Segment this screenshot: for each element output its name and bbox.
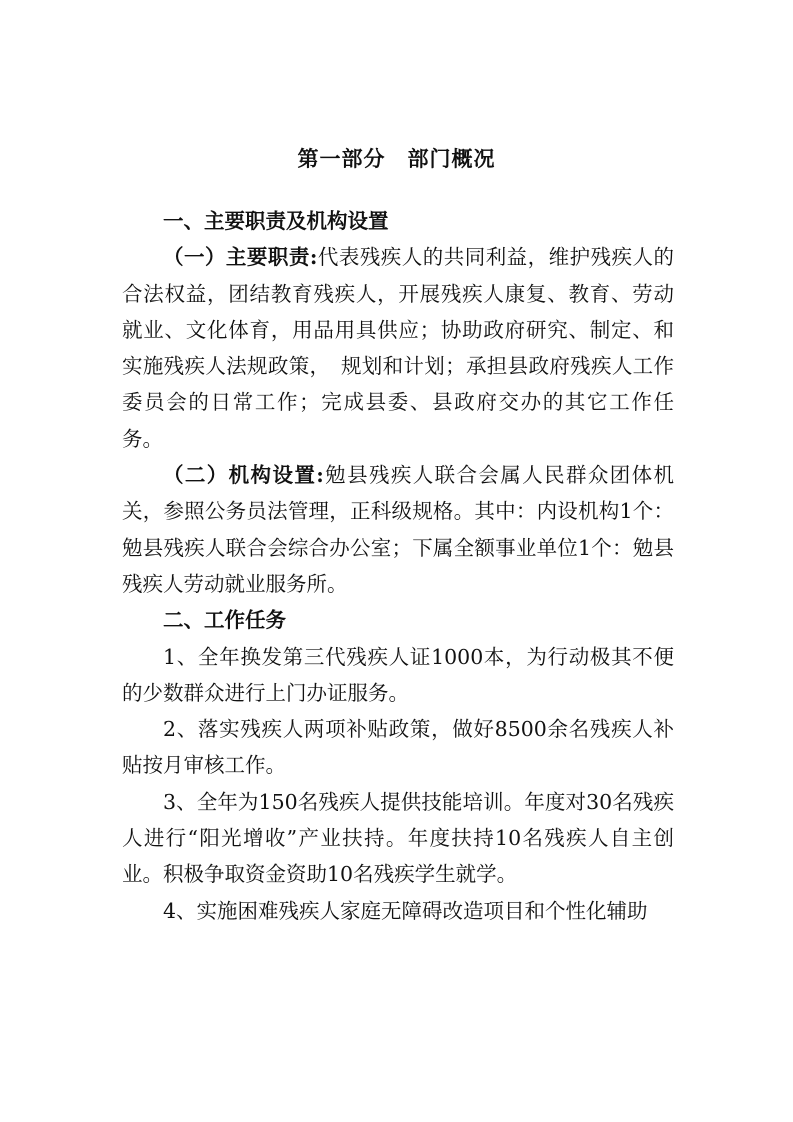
section-heading-duties: 一、主要职责及机构设置 [163, 209, 389, 233]
section-heading-tasks: 二、工作任务 [163, 608, 286, 633]
paragraph-lead: （二）机构设置: [163, 463, 324, 488]
page-title: 第一部分 部门概况 [297, 146, 496, 171]
document-body [122, 203, 674, 929]
paragraph-text: 代表残疾人的共同利益，维护残疾人的合法权益，团结教育残疾人，开展残疾人康复、教育、劳动就业、文化体育，用品用具供应；协助政府研究、制定、和实施残疾人法规政策， 规划和计划；承担县政府残疾人工作委员会的日常工作；完成县委、县政府交办的其它工作任务。 [122, 245, 674, 451]
paragraph-main-duties [122, 239, 674, 457]
paragraph-task-2: 2、落实残疾人两项补贴政策，做好8500余名残疾人补贴按月审核工作。 [122, 717, 674, 778]
paragraph-text: 勉县残疾人联合会属人民群众团体机关，参照公务员法管理，正科级规格。其中：内设机构1个：勉县残疾人联合会综合办公室；下属全额事业单位1个：勉县残疾人劳动就业服务所。 [122, 463, 675, 596]
paragraph-organization [122, 457, 674, 602]
paragraph-lead: （一）主要职责: [163, 245, 318, 270]
paragraph-task-4: 4、实施困难残疾人家庭无障碍改造项目和个性化辅助 [163, 898, 648, 923]
paragraph-task-1: 1、全年换发第三代残疾人证1000本，为行动极其不便的少数群众进行上门办证服务。 [122, 644, 674, 705]
paragraph-task-3: 3、全年为150名残疾人提供技能培训。年度对30名残疾人进行“阳光增收”产业扶持。年度扶持10名残疾人自主创业。积极争取资金资助10名残疾学生就学。 [122, 789, 674, 887]
